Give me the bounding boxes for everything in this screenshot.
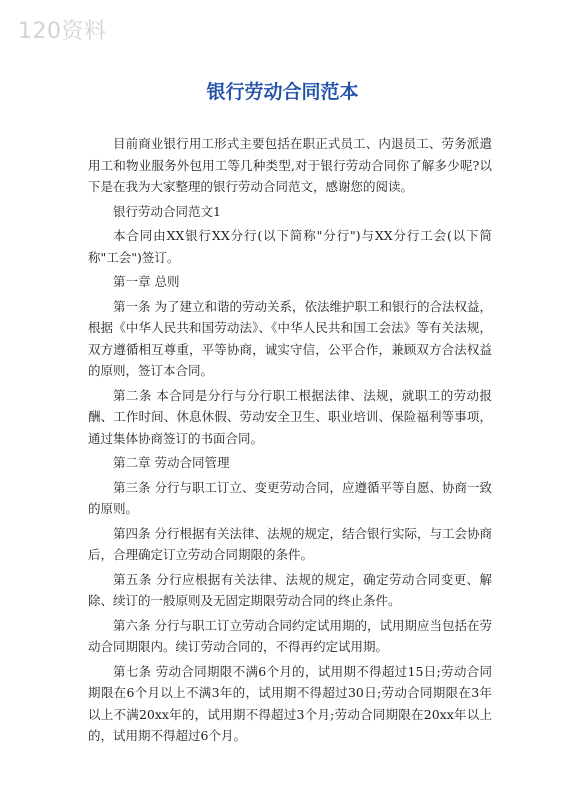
article-4: 第四条 分行根据有关法律、法规的规定，结合银行实际，与工会协商后，合理确定订立劳动合同期限的条件。 (88, 525, 492, 562)
paragraph-sample-heading: 银行劳动合同范文1 (113, 203, 221, 219)
document-body (88, 133, 492, 747)
chapter-heading-1: 第一章 总则 (113, 274, 180, 289)
article-2: 第二条 本合同是分行与分行职工根据法律、法规，就职工的劳动报酬、工作时间、休息休假、劳动安全卫生、职业培训、保险福利等事项，通过集体协商签订的书面合同。 (88, 387, 492, 446)
watermark: 120资料 (18, 19, 107, 44)
article-6: 第六条 分行与职工订立劳动合同约定试用期的，试用期应当包括在劳动合同期限内。续订劳动合同的，不得再约定试用期。 (88, 617, 492, 654)
document-title: 银行劳动合同范本 (206, 81, 359, 103)
paragraph-parties: 本合同由XX银行XX分行(以下简称"分行")与XX分行工会(以下简称"工会")签订。 (88, 228, 492, 265)
article-5: 第五条 分行应根据有关法律、法规的规定，确定劳动合同变更、解除、续订的一般原则及无固定期限劳动合同的终止条件。 (88, 571, 492, 608)
article-7: 第七条 劳动合同期限不满6个月的，试用期不得超过15日;劳动合同期限在6个月以上不满3年的，试用期不得超过30日;劳动合同期限在3年以上不满20xx年的，试用期不得超过3个月;劳动合同期限在20xx年以上的，试用期不得超过6个月。 (88, 663, 492, 743)
article-3: 第三条 分行与职工订立、变更劳动合同，应遵循平等自愿、协商一致的原则。 (88, 479, 492, 516)
chapter-heading-2: 第二章 劳动合同管理 (113, 455, 230, 470)
paragraph-intro: 目前商业银行用工形式主要包括在职正式员工、内退员工、劳务派遣用工和物业服务外包用工等几种类型,对于银行劳动合同你了解多少呢?以下是在我为大家整理的银行劳动合同范文，感谢您的阅读。 (88, 136, 492, 194)
article-1: 第一条 为了建立和谐的劳动关系，依法维护职工和银行的合法权益，根据《中华人民共和国劳动法》、《中华人民共和国工会法》等有关法规，双方遵循相互尊重，平等协商，诚实守信，公平合作，兼顾双方合法权益的原则，签订本合同。 (88, 298, 492, 378)
